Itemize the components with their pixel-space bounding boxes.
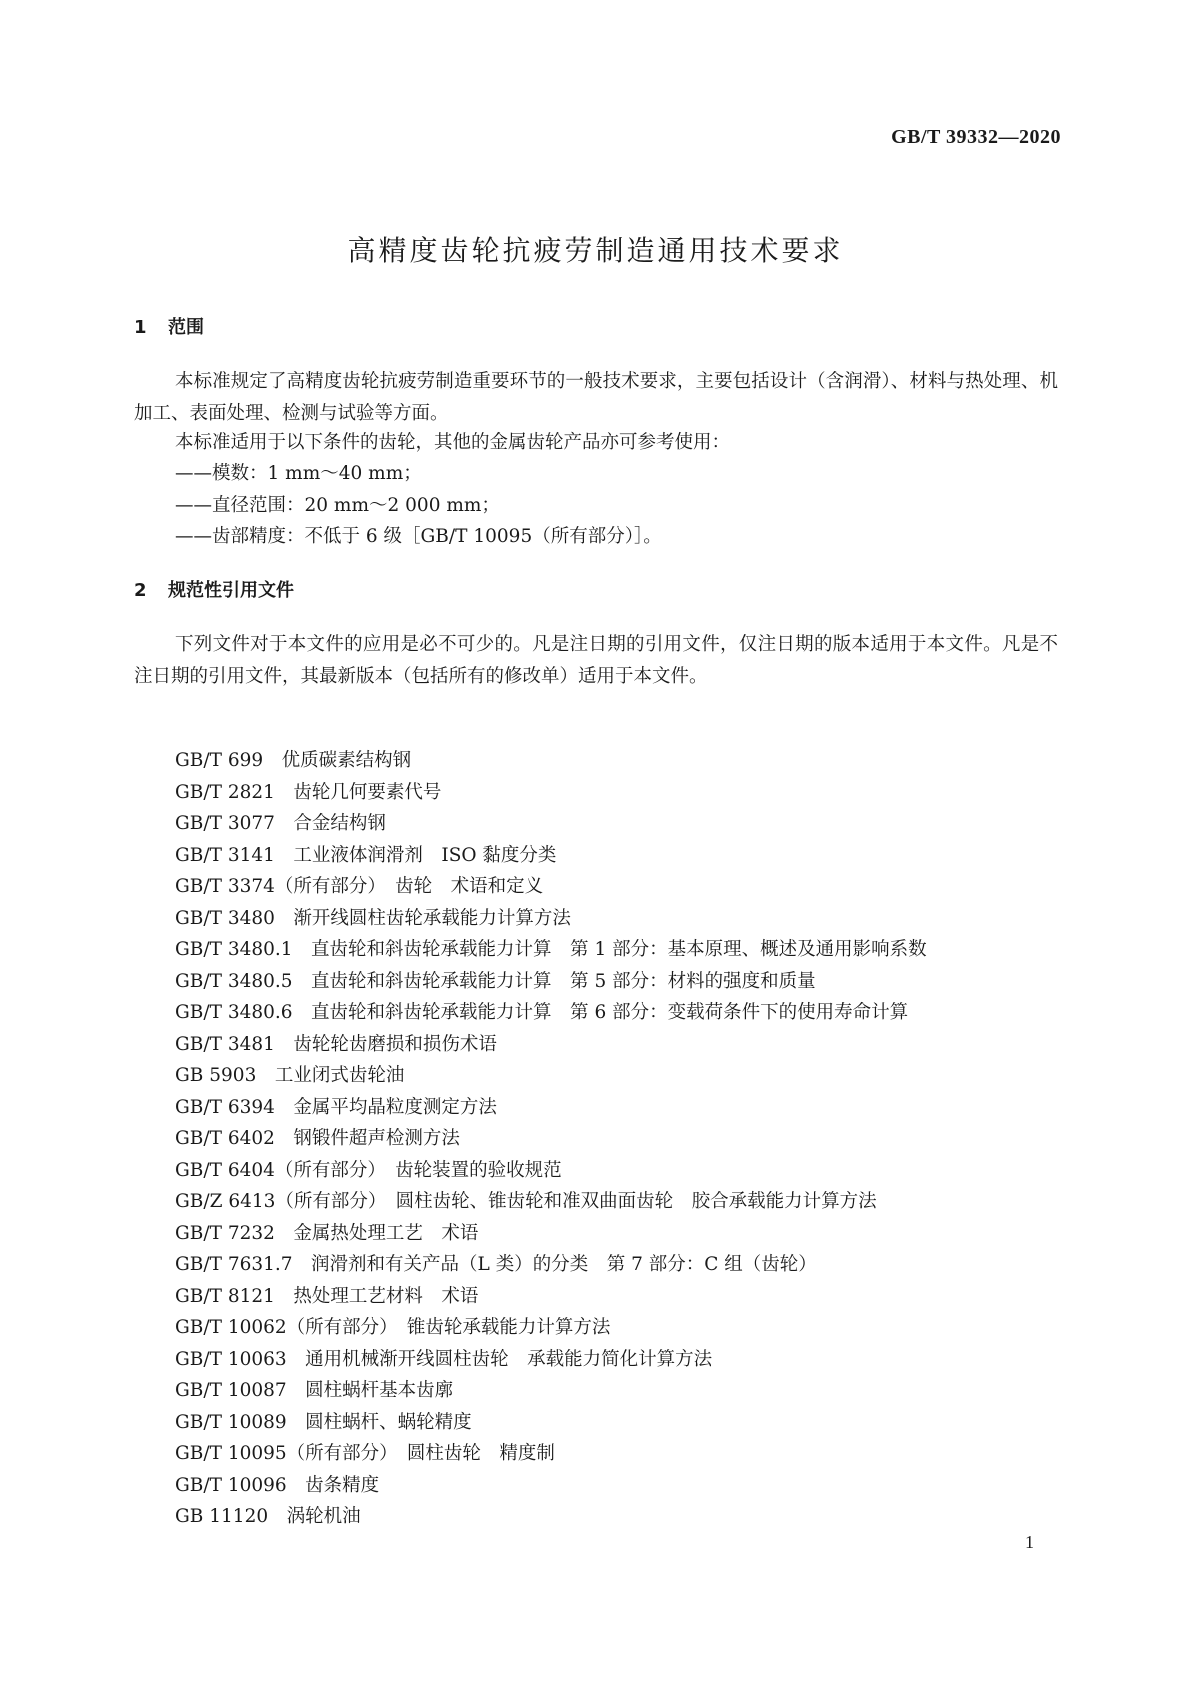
section-number: 1 — [134, 317, 147, 338]
reference-item: GB/T 8121 热处理工艺材料 术语 — [175, 1285, 479, 1307]
reference-list — [175, 745, 927, 1533]
reference-item: GB/T 10095（所有部分） 圆柱齿轮 精度制 — [175, 1443, 555, 1464]
normative-references-intro: 下列文件对于本文件的应用是必不可少的。凡是注日期的引用文件，仅注日期的版本适用于本文件。凡是不注日期的引用文件，其最新版本（包括所有的修改单）适用于本文件。 — [134, 634, 1058, 687]
section-1-heading — [134, 313, 204, 339]
reference-item: GB/T 7232 金属热处理工艺 术语 — [175, 1222, 479, 1244]
reference-item: GB/T 3374（所有部分） 齿轮 术语和定义 — [175, 876, 544, 897]
reference-item: GB/T 6394 金属平均晶粒度测定方法 — [175, 1096, 497, 1118]
reference-item: GB/T 2821 齿轮几何要素代号 — [175, 781, 442, 803]
reference-item: GB/T 3480 渐开线圆柱齿轮承载能力计算方法 — [175, 907, 571, 929]
scope-paragraph-2: 本标准适用于以下条件的齿轮，其他的金属齿轮产品亦可参考使用： — [175, 432, 731, 453]
reference-item: GB/T 10089 圆柱蜗杆、蜗轮精度 — [175, 1411, 472, 1433]
reference-item: GB/T 6402 钢锻件超声检测方法 — [175, 1128, 460, 1149]
reference-item: GB 11120 涡轮机油 — [175, 1506, 361, 1527]
reference-item: GB/T 10087 圆柱蜗杆基本齿廓 — [175, 1380, 454, 1401]
scope-item-accuracy: ——齿部精度：不低于 6 级［GB/T 10095（所有部分）］。 — [175, 526, 662, 547]
section-2-heading — [134, 576, 294, 602]
scope-paragraph-1: 本标准规定了高精度齿轮抗疲劳制造重要环节的一般技术要求，主要包括设计（含润滑）、材料与热处理、机加工、表面处理、检测与试验等方面。 — [134, 371, 1058, 424]
reference-item: GB/T 7631.7 润滑剂和有关产品（L 类）的分类 第 7 部分：C 组（齿轮） — [175, 1254, 817, 1275]
reference-item: GB/T 699 优质碳素结构钢 — [175, 750, 412, 771]
page-number: 1 — [1025, 1532, 1034, 1552]
standard-number: GB/T 39332—2020 — [891, 126, 1061, 148]
reference-item: GB/T 6404（所有部分） 齿轮装置的验收规范 — [175, 1159, 562, 1181]
section-title: 范围 — [168, 317, 204, 338]
reference-item: GB/T 3141 工业液体润滑剂 ISO 黏度分类 — [175, 844, 557, 866]
reference-item: GB/T 3480.5 直齿轮和斜齿轮承载能力计算 第 5 部分：材料的强度和质量 — [175, 970, 816, 992]
reference-item: GB/T 10063 通用机械渐开线圆柱齿轮 承载能力简化计算方法 — [175, 1348, 713, 1370]
reference-item: GB/T 10096 齿条精度 — [175, 1474, 380, 1496]
section-title: 规范性引用文件 — [168, 580, 294, 601]
section-number: 2 — [134, 580, 147, 601]
reference-item: GB/T 3480.1 直齿轮和斜齿轮承载能力计算 第 1 部分：基本原理、概述及通用影响系数 — [175, 939, 927, 960]
reference-item: GB/T 3077 合金结构钢 — [175, 813, 386, 834]
reference-item: GB/T 3480.6 直齿轮和斜齿轮承载能力计算 第 6 部分：变载荷条件下的使用寿命计算 — [175, 1002, 909, 1023]
document-title: 高精度齿轮抗疲劳制造通用技术要求 — [347, 234, 844, 267]
reference-item: GB/T 10062（所有部分） 锥齿轮承载能力计算方法 — [175, 1317, 611, 1338]
scope-item-module: ——模数：1 mm～40 mm； — [175, 463, 422, 484]
reference-item: GB/Z 6413（所有部分） 圆柱齿轮、锥齿轮和准双曲面齿轮 胶合承载能力计算方法 — [175, 1191, 877, 1212]
reference-item: GB/T 3481 齿轮轮齿磨损和损伤术语 — [175, 1033, 497, 1055]
scope-item-diameter: ——直径范围：20 mm～2 000 mm； — [175, 495, 500, 516]
reference-item: GB 5903 工业闭式齿轮油 — [175, 1065, 405, 1086]
